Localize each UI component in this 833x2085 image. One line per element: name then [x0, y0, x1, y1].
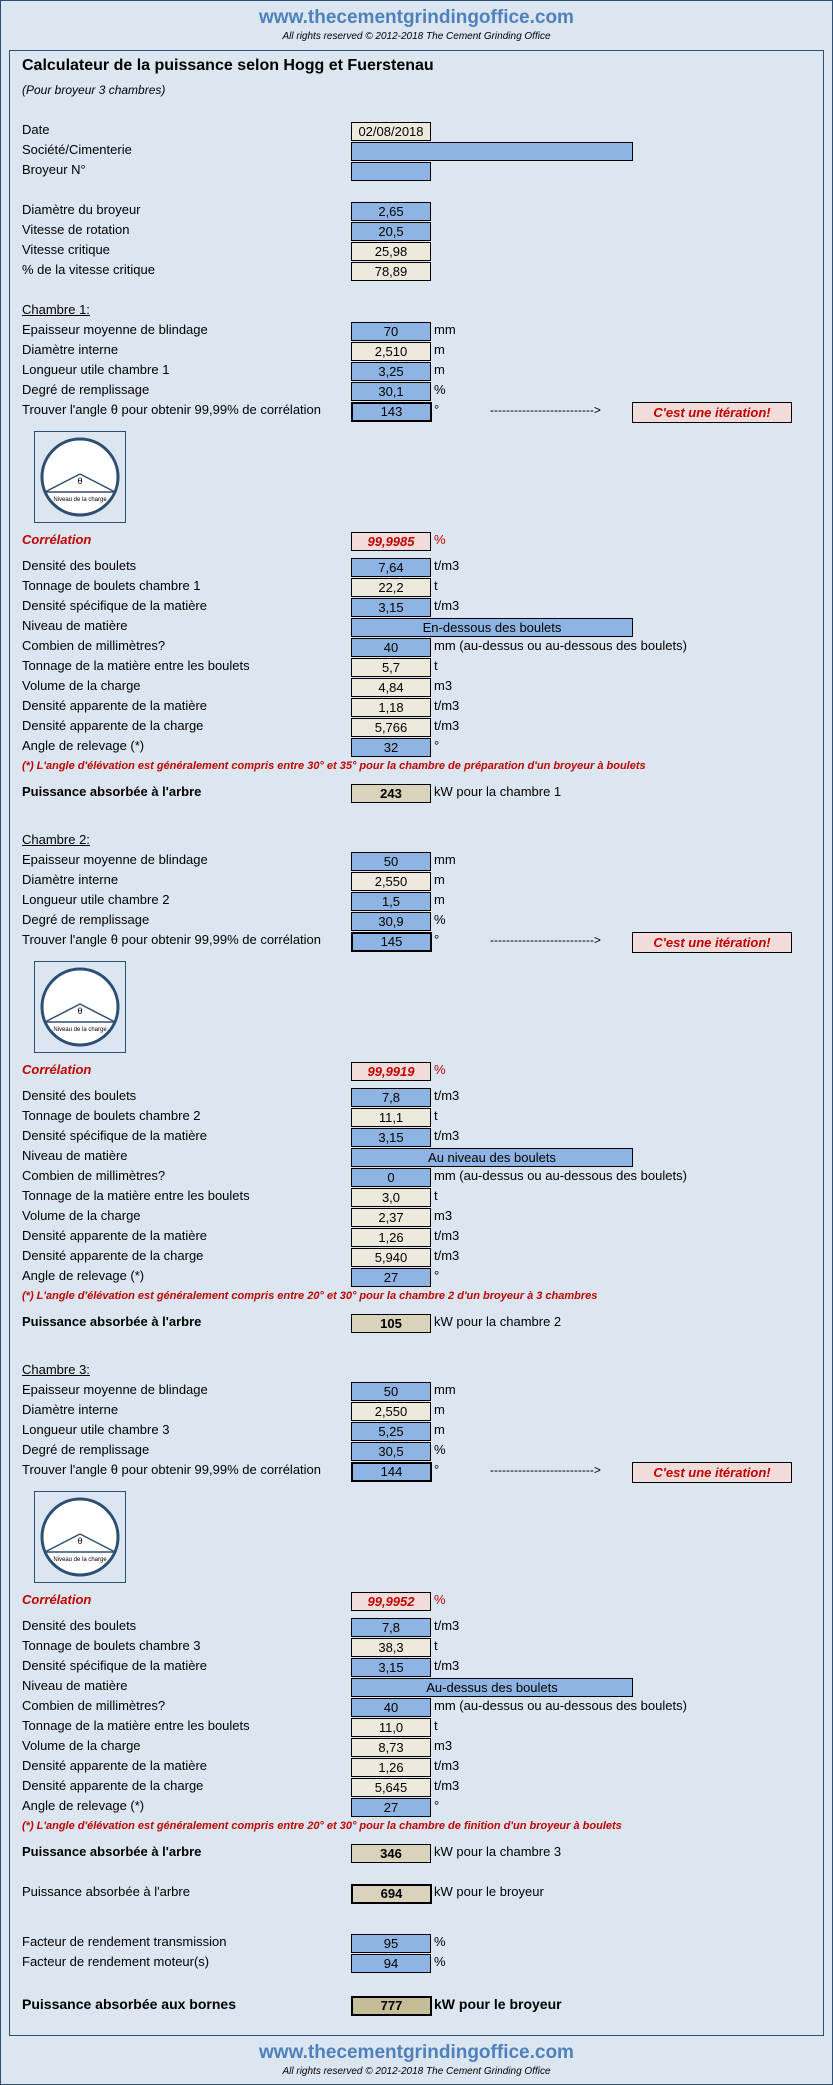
chamber2-correlation-value: 99,9919	[351, 1062, 431, 1081]
chamber3-charge-diagram	[34, 1491, 126, 1583]
chamber1-liner-field[interactable]: 70	[351, 322, 431, 341]
chamber1-lift-field[interactable]: 32	[351, 738, 431, 757]
mill-diameter-label: Diamètre du broyeur	[22, 202, 141, 217]
chamber1-app-charge-value: 5,766	[351, 718, 431, 737]
chamber3-ball-density-label: Densité des boulets	[22, 1618, 137, 1633]
footer-url-link[interactable]: www.thecementgrindingoffice.com	[259, 2042, 574, 2063]
chamber3-heading: Chambre 3:	[22, 1362, 90, 1377]
chamber3-fill-unit: %	[434, 1442, 446, 1457]
theta-symbol: θ	[77, 1536, 83, 1546]
chamber2-power-unit: kW pour la chambre 2	[434, 1314, 562, 1329]
chamber1-inner-diam-label: Diamètre interne	[22, 342, 119, 357]
rotation-speed-label: Vitesse de rotation	[22, 222, 130, 237]
chamber3-correlation-label: Corrélation	[22, 1592, 92, 1607]
chamber1-length-field[interactable]: 3,25	[351, 362, 431, 381]
chamber1-lift-unit: °	[434, 738, 440, 753]
chamber3-spec-density-unit: t/m3	[434, 1658, 460, 1673]
chamber3-tonnage-between-value: 11,0	[351, 1718, 431, 1737]
date-label: Date	[22, 122, 50, 137]
chamber2-fill-unit: %	[434, 912, 446, 927]
chamber3-fill-field[interactable]: 30,5	[351, 1442, 431, 1461]
chamber1-heading: Chambre 1:	[22, 302, 90, 317]
chamber1-length-label: Longueur utile chambre 1	[22, 362, 170, 377]
chamber2-heading: Chambre 2:	[22, 832, 90, 847]
chamber2-app-charge-unit: t/m3	[434, 1248, 460, 1263]
chamber3-angle-note: (*) L'angle d'élévation est généralement compris entre 20° et 30° pour la chambre de finition d'un broyeur à boulets	[22, 1820, 622, 1832]
chamber1-mm-unit: mm (au-dessus ou au-dessous des boulets)	[434, 638, 687, 653]
total-shaft-value: 694	[351, 1884, 432, 1904]
chamber2-app-mat-label: Densité apparente de la matière	[22, 1228, 208, 1243]
chamber1-volume-value: 4,84	[351, 678, 431, 697]
charge-level-icon	[35, 962, 125, 1052]
chamber3-tonnage-unit: t	[434, 1638, 438, 1653]
critical-pct-label: % de la vitesse critique	[22, 262, 155, 277]
chamber3-lift-label: Angle de relevage (*)	[22, 1798, 145, 1813]
chamber2-length-unit: m	[434, 892, 445, 907]
chamber2-tonnage-between-label: Tonnage de la matière entre les boulets	[22, 1188, 250, 1203]
chamber2-tonnage-unit: t	[434, 1108, 438, 1123]
chamber2-charge-diagram	[34, 961, 126, 1053]
chamber3-length-unit: m	[434, 1422, 445, 1437]
chamber2-ball-density-label: Densité des boulets	[22, 1088, 137, 1103]
chamber3-angle-field[interactable]: 144	[351, 1462, 432, 1482]
chamber2-tonnage-value: 11,1	[351, 1108, 431, 1127]
chamber1-power-unit: kW pour la chambre 1	[434, 784, 562, 799]
company-field[interactable]	[351, 142, 633, 161]
chamber1-angle-unit: °	[434, 402, 440, 417]
chamber3-inner-diam-unit: m	[434, 1402, 445, 1417]
chamber2-length-field[interactable]: 1,5	[351, 892, 431, 911]
chamber1-inner-diam-unit: m	[434, 342, 445, 357]
chamber2-lift-field[interactable]: 27	[351, 1268, 431, 1287]
chamber1-tonnage-between-value: 5,7	[351, 658, 431, 677]
chamber1-material-level-label: Niveau de matière	[22, 618, 128, 633]
total-shaft-label: Puissance absorbée à l'arbre	[22, 1884, 190, 1899]
chamber1-volume-label: Volume de la charge	[22, 678, 141, 693]
chamber2-liner-label: Epaisseur moyenne de blindage	[22, 852, 208, 867]
motor-unit: %	[434, 1954, 446, 1969]
chamber2-arrow: -------------------------->	[490, 933, 601, 947]
chamber1-lift-label: Angle de relevage (*)	[22, 738, 145, 753]
chamber1-fill-field[interactable]: 30,1	[351, 382, 431, 401]
chamber3-volume-unit: m3	[434, 1738, 453, 1753]
chamber2-spec-density-label: Densité spécifique de la matière	[22, 1128, 207, 1143]
rotation-speed-field[interactable]: 20,5	[351, 222, 431, 241]
chamber3-ball-density-unit: t/m3	[434, 1618, 460, 1633]
chamber2-tonnage-label: Tonnage de boulets chambre 2	[22, 1108, 201, 1123]
chamber3-iteration-note: C'est une itération!	[632, 1462, 792, 1483]
chamber2-inner-diam-unit: m	[434, 872, 445, 887]
chamber1-charge-diagram	[34, 431, 126, 523]
chamber2-app-charge-label: Densité apparente de la charge	[22, 1248, 204, 1263]
chamber1-tonnage-unit: t	[434, 578, 438, 593]
chamber2-volume-value: 2,37	[351, 1208, 431, 1227]
chamber1-tonnage-between-label: Tonnage de la matière entre les boulets	[22, 658, 250, 673]
chamber1-tonnage-label: Tonnage de boulets chambre 1	[22, 578, 201, 593]
chamber3-material-level-label: Niveau de matière	[22, 1678, 128, 1693]
chamber2-inner-diam-value: 2,550	[351, 872, 431, 891]
chamber1-app-charge-unit: t/m3	[434, 718, 460, 733]
chamber2-app-charge-value: 5,940	[351, 1248, 431, 1267]
chamber2-correlation-unit: %	[434, 1062, 446, 1077]
chamber2-volume-label: Volume de la charge	[22, 1208, 141, 1223]
chamber3-volume-label: Volume de la charge	[22, 1738, 141, 1753]
terminals-value: 777	[351, 1996, 432, 2016]
chamber1-tonnage-between-unit: t	[434, 658, 438, 673]
chamber2-lift-label: Angle de relevage (*)	[22, 1268, 145, 1283]
chamber1-volume-unit: m3	[434, 678, 453, 693]
chamber2-mm-unit: mm (au-dessus ou au-dessous des boulets)	[434, 1168, 687, 1183]
chamber3-liner-unit: mm	[434, 1382, 456, 1397]
motor-label: Facteur de rendement moteur(s)	[22, 1954, 210, 1969]
chamber1-ball-density-unit: t/m3	[434, 558, 460, 573]
chamber2-mm-label: Combien de millimètres?	[22, 1168, 166, 1183]
critical-speed-value: 25,98	[351, 242, 431, 261]
chamber3-tonnage-between-unit: t	[434, 1718, 438, 1733]
chamber2-length-label: Longueur utile chambre 2	[22, 892, 170, 907]
chamber3-angle-unit: °	[434, 1462, 440, 1477]
chamber1-power-value: 243	[351, 784, 431, 803]
chamber3-tonnage-label: Tonnage de boulets chambre 3	[22, 1638, 201, 1653]
chamber2-material-level-select[interactable]: Au niveau des boulets	[351, 1148, 633, 1167]
chamber2-tonnage-between-unit: t	[434, 1188, 438, 1203]
charge-level-icon	[35, 432, 125, 522]
chamber3-inner-diam-label: Diamètre interne	[22, 1402, 119, 1417]
chamber3-mm-field[interactable]: 40	[351, 1698, 431, 1717]
chamber2-inner-diam-label: Diamètre interne	[22, 872, 119, 887]
date-field: 02/08/2018	[351, 122, 431, 141]
transmission-field[interactable]: 95	[351, 1934, 431, 1953]
chamber3-mm-unit: mm (au-dessus ou au-dessous des boulets)	[434, 1698, 687, 1713]
chamber3-tonnage-between-label: Tonnage de la matière entre les boulets	[22, 1718, 250, 1733]
chamber2-angle-note: (*) L'angle d'élévation est généralement compris entre 20° et 30° pour la chambre 2 d'un broyeur à 3 chambres	[22, 1290, 598, 1302]
chamber2-ball-density-field[interactable]: 7,8	[351, 1088, 431, 1107]
chamber1-angle-field[interactable]: 143	[351, 402, 432, 422]
chamber3-spec-density-label: Densité spécifique de la matière	[22, 1658, 207, 1673]
chamber3-fill-label: Degré de remplissage	[22, 1442, 150, 1457]
footer-rights: All rights reserved © 2012-2018 The Cement Grinding Office	[282, 2066, 551, 2077]
mill-number-field[interactable]	[351, 162, 431, 181]
chamber1-correlation-value: 99,9985	[351, 532, 431, 551]
header-url-link[interactable]: www.thecementgrindingoffice.com	[259, 7, 574, 28]
chamber3-liner-label: Epaisseur moyenne de blindage	[22, 1382, 208, 1397]
chamber2-liner-field[interactable]: 50	[351, 852, 431, 871]
chamber1-spec-density-label: Densité spécifique de la matière	[22, 598, 207, 613]
chamber2-angle-unit: °	[434, 932, 440, 947]
motor-field[interactable]: 94	[351, 1954, 431, 1973]
transmission-unit: %	[434, 1934, 446, 1949]
chamber1-mm-field[interactable]: 40	[351, 638, 431, 657]
chamber1-app-mat-unit: t/m3	[434, 698, 460, 713]
chamber1-spec-density-unit: t/m3	[434, 598, 460, 613]
chamber2-angle-label: Trouver l'angle θ pour obtenir 99,99% de corrélation	[22, 932, 322, 947]
chamber1-arrow: -------------------------->	[490, 403, 601, 417]
chamber2-spec-density-unit: t/m3	[434, 1128, 460, 1143]
chamber3-lift-unit: °	[434, 1798, 440, 1813]
chamber2-liner-unit: mm	[434, 852, 456, 867]
chamber3-power-value: 346	[351, 1844, 431, 1863]
chamber3-app-mat-label: Densité apparente de la matière	[22, 1758, 208, 1773]
chamber3-ball-density-field[interactable]: 7,8	[351, 1618, 431, 1637]
total-shaft-unit: kW pour le broyeur	[434, 1884, 544, 1899]
chamber3-inner-diam-value: 2,550	[351, 1402, 431, 1421]
critical-pct-value: 78,89	[351, 262, 431, 281]
theta-symbol: θ	[77, 1006, 83, 1016]
chamber3-correlation-unit: %	[434, 1592, 446, 1607]
chamber2-lift-unit: °	[434, 1268, 440, 1283]
transmission-label: Facteur de rendement transmission	[22, 1934, 227, 1949]
chamber3-material-level-select[interactable]: Au-dessus des boulets	[351, 1678, 633, 1697]
chamber3-app-charge-value: 5,645	[351, 1778, 431, 1797]
chamber3-mm-label: Combien de millimètres?	[22, 1698, 166, 1713]
header-rights: All rights reserved © 2012-2018 The Cement Grinding Office	[282, 31, 551, 42]
chamber1-length-unit: m	[434, 362, 445, 377]
chamber1-angle-note: (*) L'angle d'élévation est généralement compris entre 30° et 35° pour la chambre de préparation d'un broyeur à boulets	[22, 760, 646, 772]
chamber3-tonnage-value: 38,3	[351, 1638, 431, 1657]
chamber2-mm-field[interactable]: 0	[351, 1168, 431, 1187]
chamber3-app-mat-value: 1,26	[351, 1758, 431, 1777]
chamber1-correlation-unit: %	[434, 532, 446, 547]
chamber3-app-charge-unit: t/m3	[434, 1778, 460, 1793]
chamber1-material-level-select[interactable]: En-dessous des boulets	[351, 618, 633, 637]
chamber2-app-mat-unit: t/m3	[434, 1228, 460, 1243]
page-subtitle: (Pour broyeur 3 chambres)	[22, 83, 166, 97]
page-title: Calculateur de la puissance selon Hogg et Fuerstenau	[22, 57, 434, 74]
chamber2-power-label: Puissance absorbée à l'arbre	[22, 1314, 202, 1329]
chamber2-app-mat-value: 1,26	[351, 1228, 431, 1247]
chamber1-ball-density-field[interactable]: 7,64	[351, 558, 431, 577]
chamber1-app-charge-label: Densité apparente de la charge	[22, 718, 204, 733]
chamber3-power-label: Puissance absorbée à l'arbre	[22, 1844, 202, 1859]
charge-level-caption: Niveau de la charge	[53, 497, 107, 503]
chamber1-angle-label: Trouver l'angle θ pour obtenir 99,99% de corrélation	[22, 402, 322, 417]
chamber3-spec-density-field[interactable]: 3,15	[351, 1658, 431, 1677]
chamber1-liner-label: Epaisseur moyenne de blindage	[22, 322, 208, 337]
charge-level-caption: Niveau de la charge	[53, 1027, 107, 1033]
chamber2-angle-field[interactable]: 145	[351, 932, 432, 952]
chamber1-power-label: Puissance absorbée à l'arbre	[22, 784, 202, 799]
chamber3-arrow: -------------------------->	[490, 1463, 601, 1477]
chamber1-inner-diam-value: 2,510	[351, 342, 431, 361]
page-header	[1, 1, 832, 49]
chamber1-mm-label: Combien de millimètres?	[22, 638, 166, 653]
chamber3-correlation-value: 99,9952	[351, 1592, 431, 1611]
chamber3-app-mat-unit: t/m3	[434, 1758, 460, 1773]
chamber2-fill-label: Degré de remplissage	[22, 912, 150, 927]
terminals-unit: kW pour le broyeur	[434, 1996, 562, 2012]
terminals-label: Puissance absorbée aux bornes	[22, 1996, 236, 2012]
critical-speed-label: Vitesse critique	[22, 242, 110, 257]
chamber2-ball-density-unit: t/m3	[434, 1088, 460, 1103]
chamber3-power-unit: kW pour la chambre 3	[434, 1844, 562, 1859]
chamber2-iteration-note: C'est une itération!	[632, 932, 792, 953]
chamber1-ball-density-label: Densité des boulets	[22, 558, 137, 573]
chamber2-material-level-label: Niveau de matière	[22, 1148, 128, 1163]
chamber2-tonnage-between-value: 3,0	[351, 1188, 431, 1207]
chamber1-fill-label: Degré de remplissage	[22, 382, 150, 397]
chamber3-length-field[interactable]: 5,25	[351, 1422, 431, 1441]
chamber1-iteration-note: C'est une itération!	[632, 402, 792, 423]
mill-number-label: Broyeur N°	[22, 162, 86, 177]
page-footer	[1, 2036, 832, 2084]
chamber2-fill-field[interactable]: 30,9	[351, 912, 431, 931]
chamber1-liner-unit: mm	[434, 322, 456, 337]
chamber3-angle-label: Trouver l'angle θ pour obtenir 99,99% de corrélation	[22, 1462, 322, 1477]
chamber2-power-value: 105	[351, 1314, 431, 1333]
chamber2-correlation-label: Corrélation	[22, 1062, 92, 1077]
theta-symbol: θ	[77, 476, 83, 486]
chamber1-correlation-label: Corrélation	[22, 532, 92, 547]
chamber1-app-mat-value: 1,18	[351, 698, 431, 717]
mill-diameter-field[interactable]: 2,65	[351, 202, 431, 221]
charge-level-icon	[35, 1492, 125, 1582]
charge-level-caption: Niveau de la charge	[53, 1557, 107, 1563]
chamber1-app-mat-label: Densité apparente de la matière	[22, 698, 208, 713]
chamber3-app-charge-label: Densité apparente de la charge	[22, 1778, 204, 1793]
chamber2-volume-unit: m3	[434, 1208, 453, 1223]
chamber1-spec-density-field[interactable]: 3,15	[351, 598, 431, 617]
company-label: Société/Cimenterie	[22, 142, 132, 157]
chamber3-lift-field[interactable]: 27	[351, 1798, 431, 1817]
chamber3-volume-value: 8,73	[351, 1738, 431, 1757]
chamber1-fill-unit: %	[434, 382, 446, 397]
chamber2-spec-density-field[interactable]: 3,15	[351, 1128, 431, 1147]
chamber3-liner-field[interactable]: 50	[351, 1382, 431, 1401]
chamber1-tonnage-value: 22,2	[351, 578, 431, 597]
chamber3-length-label: Longueur utile chambre 3	[22, 1422, 170, 1437]
